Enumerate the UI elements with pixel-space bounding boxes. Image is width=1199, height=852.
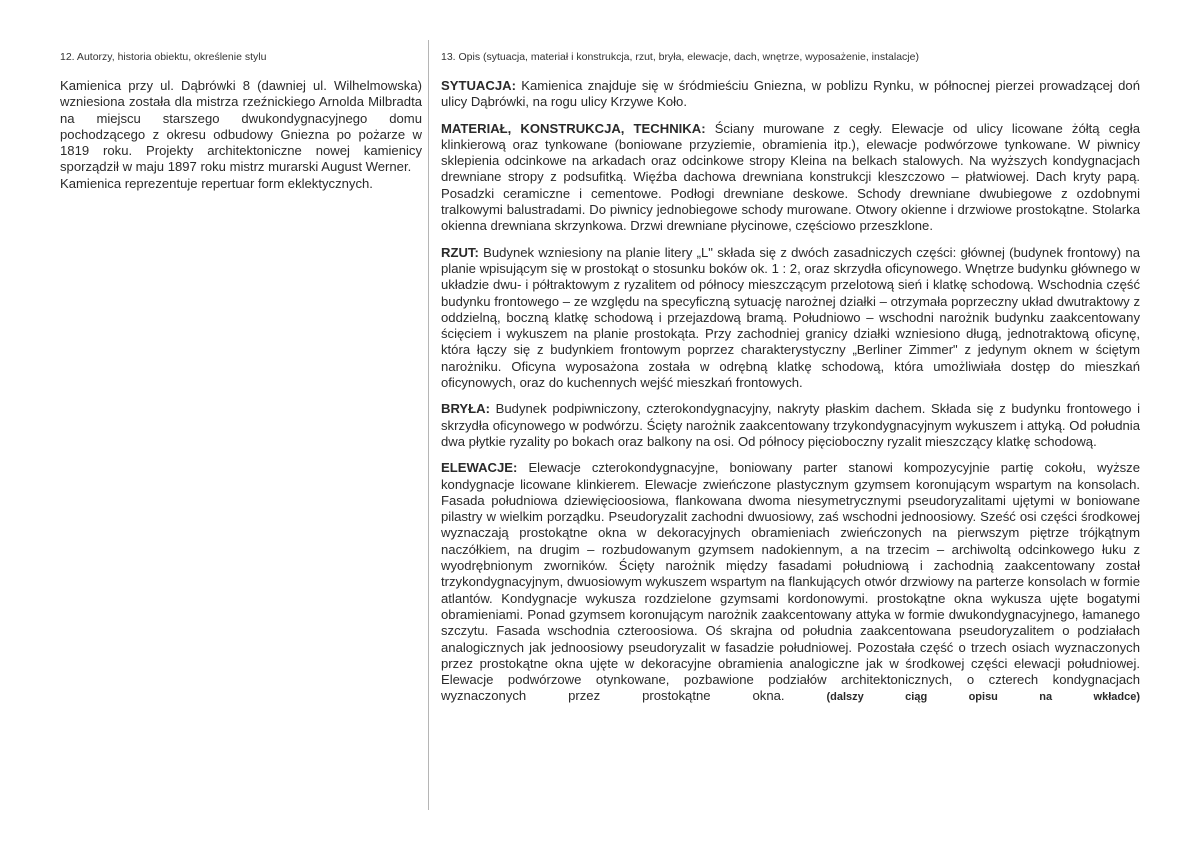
situation-label: SYTUACJA: xyxy=(441,78,516,93)
material-label: MATERIAŁ, KONSTRUKCJA, TECHNIKA: xyxy=(441,120,706,136)
elevations-paragraph xyxy=(441,460,1140,705)
plan-label: RZUT: xyxy=(441,244,479,260)
plan-text: Budynek wzniesiony na planie litery „L" składa się z dwóch zasadniczych części: głównej (budynek frontowy) na planie wpisującym się w prostokąt o stosunku boków ok. 1 : 2, oraz skrzydła oficynowego. Wnętrze budynku głównego w układzie dwu- i półtraktowym z ryzalitem od północy mieszczącym przelotową sień i klatkę schodową. Wschodnia część budynku frontowego – ze względu na specyficzną sytuację narożnej działki – otrzymała poprzeczny układ dwutraktowy z oddzielną, boczną klatkę schodową i przejazdową bramą. Południowo – wschodni narożnik budynku zaakcentowany ścięciem i wykuszem na planie prostokąta. Przy zachodniej granicy działki wzniesiono długą, jednotraktową oficynę, która łączy się z budynkiem frontowym poprzez charakterystyczny „Berliner Zimmer" z jedynym oknem w ściętym narożniku. Oficyna wyposażona została w odrębną klatkę schodową, która umożliwiała dostęp do mieszkań oficynowych, oraz do kuchennych wejść mieszkań frontowych. xyxy=(441,244,1140,391)
elevations-text: Elewacje czterokondygnacyjne, boniowany parter stanowi kompozycyjnie partię cokołu, wyższe kondygnacje licowane klinkierem. Elewacje zwieńczone plastycznym gzymsem koronującym wspartym na konsolach. Fasada południowa dziewięcioosiowa, flankowana dwoma niesymetrycznymi pseudoryzalitami ujętymi w boniowane pilastry w wielkim porządku. Pseudoryzalit zachodni dwuosiowy, zaś wschodni jednoosiowy. Sześć osi części środkowej wyznaczają prostokątne okna w dekoracyjnych obramieniach zwieńczonych na pierwszym piętrze trójkątnym naczółkiem, na drugim – rozbudowanym gzymsem nadokiennym, a na trzecim – archiwoltą odcinkowego łuku z wyodrębnionym zworników. Ścięty narożnik między fasadami południową i zachodnią zaakcentowany został trzykondygnacyjnym, dwuosiowym wykuszem wspartym na flankujących otwór drzwiowy na parterze konsolach w formie atlantów. Kondygnacje wykusza rozdzielone gzymsami kordonowymi. prostokątne okna wykusza ujęte bogatymi obramieniami. Ponad gzymsem koronującym narożnik zaakcentowany attyka w formie dwukondygnacyjnego, łamanego szczytu. Fasada wschodnia czteroosiowa. Oś skrajna od południa zaakcentowana pseudoryzalitem o podziałach analogicznych jak jednoosiowy pseudoryzalit w fasadzie południowej. Pozostała część o trzech osiach wyznaczonych przez prostokątne okna ujęte w dekoracyjne obramienia analogiczne jak w środkowej części elewacji południowej. Elewacje podwórzowe otynkowane, pozbawione podziałów architektonicznych, o czterech kondygnacjach wyznaczonych przez prostokątne okna. xyxy=(441,460,1140,704)
column-divider xyxy=(428,40,429,810)
history-paragraph: Kamienica przy ul. Dąbrówki 8 (dawniej ul. Wilhelmowska) wzniesiona została dla mistrza rzeźnickiego Arnolda Milbradta na miejscu starszego dwukondygnacyjnego domu pochodzącego z okresu odbudowy Gniezna po pożarze w 1819 roku. Projekty architektoniczne nowej kamienicy sporządził w maju 1897 roku mistrz murarski August Werner. xyxy=(60,78,422,175)
section-13-heading: 13. Opis (sytuacja, materiał i konstrukcja, rzut, bryła, elewacje, dach, wnętrze, wyposażenie, instalacje) xyxy=(441,51,919,63)
material-paragraph xyxy=(441,121,1140,235)
style-paragraph: Kamienica reprezentuje repertuar form eklektycznych. xyxy=(60,175,373,191)
elevations-label: ELEWACJE: xyxy=(441,460,518,476)
situation-text: Kamienica znajduje się w śródmieściu Gniezna, w poblizu Rynku, w północnej pierzei prowadzącej doń ulicy Dąbrówki, na rogu ulicy Krzywe Koło. xyxy=(441,78,1140,110)
situation-paragraph xyxy=(441,78,1140,111)
massing-text: Budynek podpiwniczony, czterokondygnacyjny, nakryty płaskim dachem. Składa się z budynku frontowego i skrzydła oficynowego w podwórzu. Ścięty narożnik zaakcentowany trzykondygnacyjnym wykuszem i attyką. Od południa dwa płytkie ryzality po bokach oraz balkony na osi. Od północy pięcioboczny ryzalit mieszczący klatkę schodową. xyxy=(441,401,1140,449)
material-text: Ściany murowane z cegły. Elewacje od ulicy licowane żółtą cegła klinkierową oraz tynkowane (boniowane przyziemie, obramienia itp.), elewacje podwórzowe tynkowane. W piwnicy sklepienia odcinkowe na arkadach oraz odcinkowe stropy Kleina na belkach stalowych. Na wyższych kondygnacjach drewniane stropy z podsufitką. Więźba dachowa drewniana konstrukcji kleszczowo – płatwiowej. Dach kryty papą. Posadzki ceramiczne i cementowe. Podłogi drewniane deskowe. Schody drewniane dwubiegowe z ozdobnymi tralkowymi balustradami. Do piwnicy jednobiegowe schody murowane. Otwory okienne i drzwiowe prostokątne. Stolarka okienna drewniana skrzynkowa. Drzwi drewniane płycinowe, częściowo przeszklone. xyxy=(441,120,1141,234)
history-column xyxy=(60,50,422,192)
massing-paragraph xyxy=(441,401,1140,450)
continuation-note: (dalszy ciąg opisu na wkładce) xyxy=(826,691,1140,704)
massing-label: BRYŁA: xyxy=(441,401,490,417)
section-12-heading: 12. Autorzy, historia obiektu, określenie stylu xyxy=(60,51,267,63)
description-column xyxy=(441,50,1140,706)
plan-paragraph xyxy=(441,245,1140,392)
